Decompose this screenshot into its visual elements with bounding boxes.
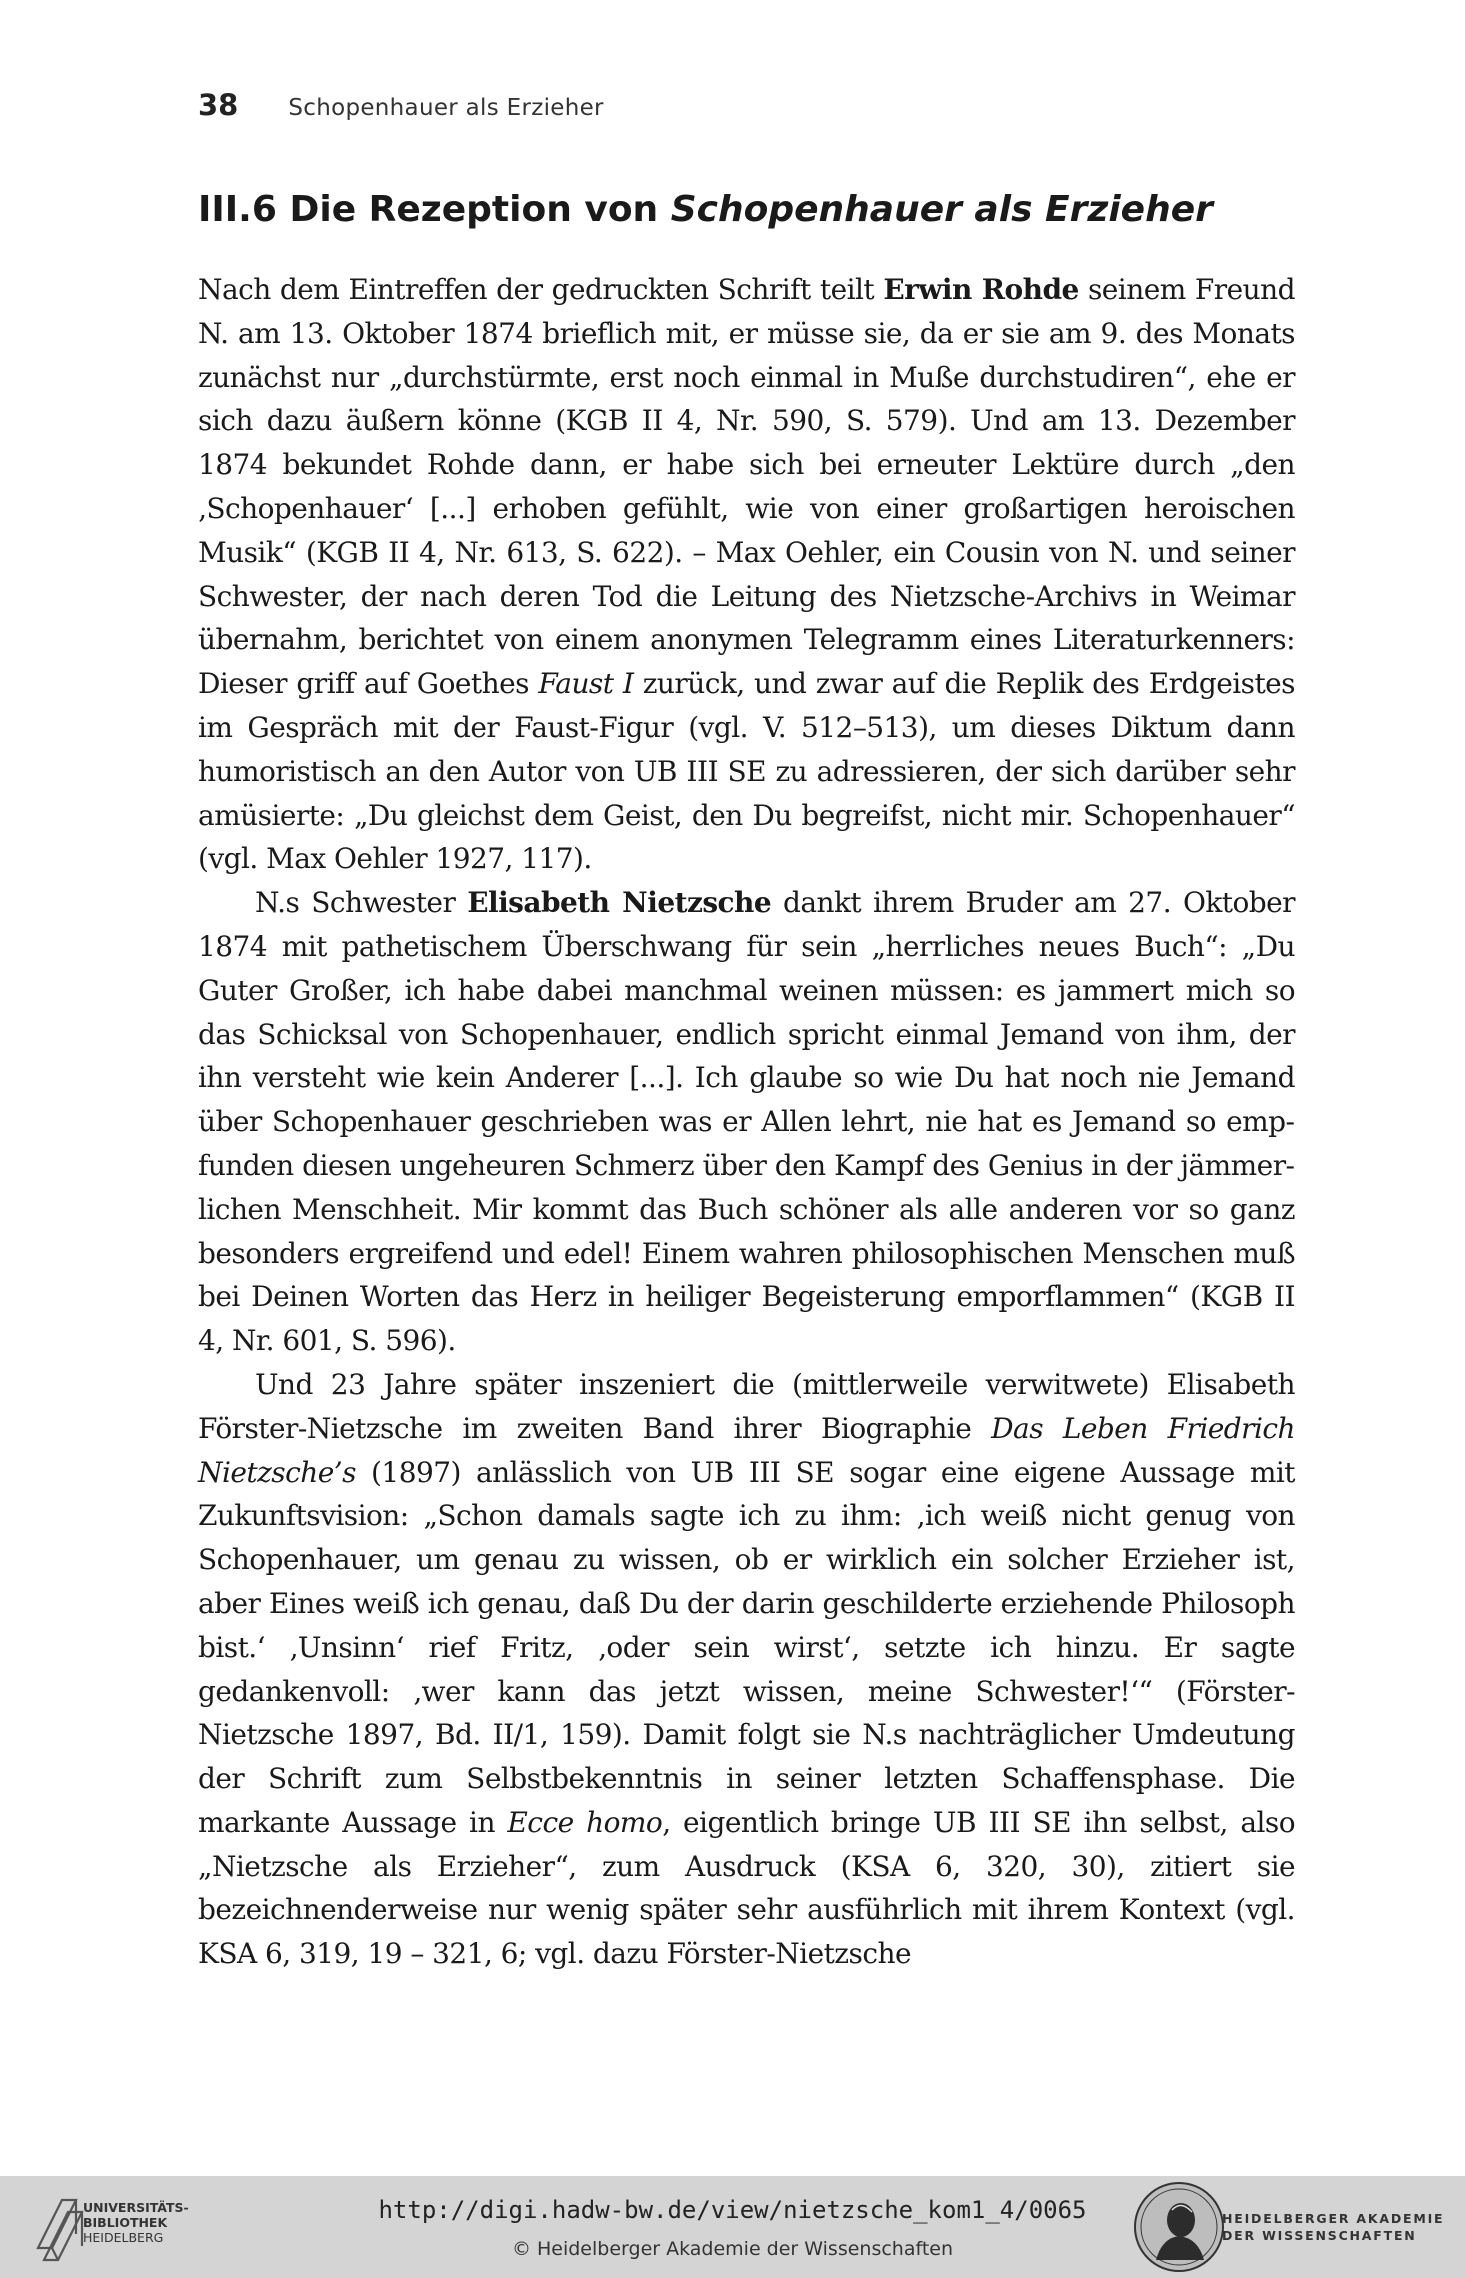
- footer-bar: [0, 2176, 1465, 2278]
- academy-logo[interactable]: [1222, 2210, 1444, 2244]
- text-run: seinem Freund N. am 13. Oktober 1874 brieflich mit, er müsse sie, da er sie am 9. des Monats zunächst nur „durchstürmte, erst noch einmal in Muße durchstudiren“, ehe er sich dazu äußern könne (KGB II 4, Nr. 590, S. 579). Und am 13. Dezember 1874 bekundet Rohde dann, er habe sich bei erneuter Lektüre durch „den ‚Schopenhauer‘ [...] erhoben gefühlt, wie von einer großartigen heroischen Musik“ (KGB II 4, Nr. 613, S. 622). – Max Oehler, ein Cousin von N. und seiner Schwester, der nach deren Tod die Leitung des Nietzsche-Archivs in Weimar übernahm, berichtet von einem anonymen Telegramm eines Literaturkenners: Dieser griff auf Goethes: [198, 273, 1295, 701]
- academy-line-1: HEIDELBERGER AKADEMIE: [1222, 2211, 1445, 2226]
- permalink-url[interactable]: http://digi.hadw-bw.de/view/nietzsche_kom1_4/0065: [378, 2196, 1087, 2224]
- running-title: Schopenhauer als Erzieher: [288, 95, 604, 121]
- text-run: (1897) anlässlich von UB III SE sogar eine eigene Aussage mit Zukunftsvision: „Schon damals sagte ich zu ihm: ‚ich weiß nicht genug von Schopenhauer, um genau zu wissen, ob er wirklich ein solcher Erzieher ist, aber Eines weiß ich genau, daß Du der darin geschilderte erziehende Philosoph bist.‘ ‚Unsinn‘ rief Fritz, ‚oder sein wirst‘, setzte ich hinzu. Er sagte gedankenvoll: ‚wer kann das jetzt wissen, meine Schwester!‘“ (Förster-Nietzsche 1897, Bd. II/1, 159). Damit folgt sie N.s nachträglicher Umdeutung der Schrift zum Selbstbekenntnis in seiner letzten Schaffensphase. Die markante Aussage in: [198, 1455, 1295, 1839]
- copyright-notice: © Heidelberger Akademie der Wissenschaften: [511, 2238, 954, 2260]
- section-heading: [198, 189, 1213, 230]
- text-run: Nach dem Eintreffen der gedruckten Schrift teilt: [198, 273, 884, 306]
- ub-line-3: HEIDELBERG: [83, 2230, 164, 2245]
- bold-name: Elisabeth Nietzsche: [467, 886, 772, 920]
- text-run: dankt ihrem Bruder am 27. Oktober 1874 mit pathetischem Überschwang für sein „herrliches neues Buch“: „Du Guter Großer, ich habe dabei manchmal weinen müssen: es jammert mich so das Schicksal von Schopenhauer, endlich spricht einmal Jemand von ihm, der ihn versteht wie kein Anderer [...]. Ich glaube so wie Du hat noch nie Jemand über Schopenhauer geschrieben was er Allen lehrt, nie hat es Jemand so empfunden diesen ungeheuren Schmerz über den Kampf des Genius in der jämmerlichen Menschheit. Mir kommt das Buch schöner als alle anderen vor so ganz besonders ergreifend und edel! Einem wahren philosophischen Menschen muß bei Deinen Worten das Herz in heiliger Begeisterung emporflammen“ (KGB II 4, Nr. 601, S. 596).: [198, 886, 1296, 1358]
- body-paragraph: [198, 881, 1295, 1363]
- bold-name: Erwin Rohde: [883, 273, 1079, 306]
- text-run: Und 23 Jahre später inszeniert die (mittlerweile verwitwete) Elisabeth Förster-Nietzsche im zweiten Band ihrer Biographie: [198, 1367, 1295, 1445]
- section-number: III.6: [198, 189, 277, 230]
- section-title-italic: Schopenhauer als Erzieher: [670, 189, 1213, 230]
- text-run: , eigentlich bringe UB III SE ihn selbst, also „Nietzsche als Erzieher“, zum Ausdruck (KSA 6, 320, 30), zitiert sie bezeichnenderweise nur wenig später sehr ausführlich mit ihrem Kontext (vgl. KSA 6, 319, 19 – 321, 6; vgl. dazu Förster-Nietzsche: [198, 1805, 1295, 1971]
- portrait-seal-icon: [1132, 2180, 1226, 2274]
- body-paragraph: [198, 268, 1295, 881]
- running-header: [198, 88, 604, 122]
- text-run: zurück, und zwar auf die Replik des Erdgeistes im Gespräch mit der Faust-Figur (vgl. V. 512–513), um dieses Diktum dann humoristisch an den Autor von UB III SE zu adressieren, der sich darüber sehr amüsierte: „Du gleichst dem Geist, den Du begreifst, nicht mir. Schopenhauer“ (vgl. Max Oehler 1927, 117).: [198, 667, 1295, 876]
- academy-line-2: DER WISSENSCHAFTEN: [1222, 2228, 1417, 2243]
- italic-title: Ecce homo: [507, 1805, 663, 1839]
- page-number: 38: [198, 88, 239, 122]
- ub-line-2: BIBLIOTHEK: [83, 2215, 168, 2230]
- section-title-plain: Die Rezeption von: [289, 189, 659, 230]
- body-paragraph: [198, 1363, 1295, 1976]
- body-text: [198, 268, 1295, 1976]
- italic-title: Faust I: [538, 667, 634, 701]
- italic-title: Das Leben Friedrich Nietzsche’s: [198, 1411, 1295, 1489]
- ub-line-1: UNIVERSITÄTS-: [83, 2200, 189, 2215]
- text-run: N.s Schwester: [255, 886, 468, 920]
